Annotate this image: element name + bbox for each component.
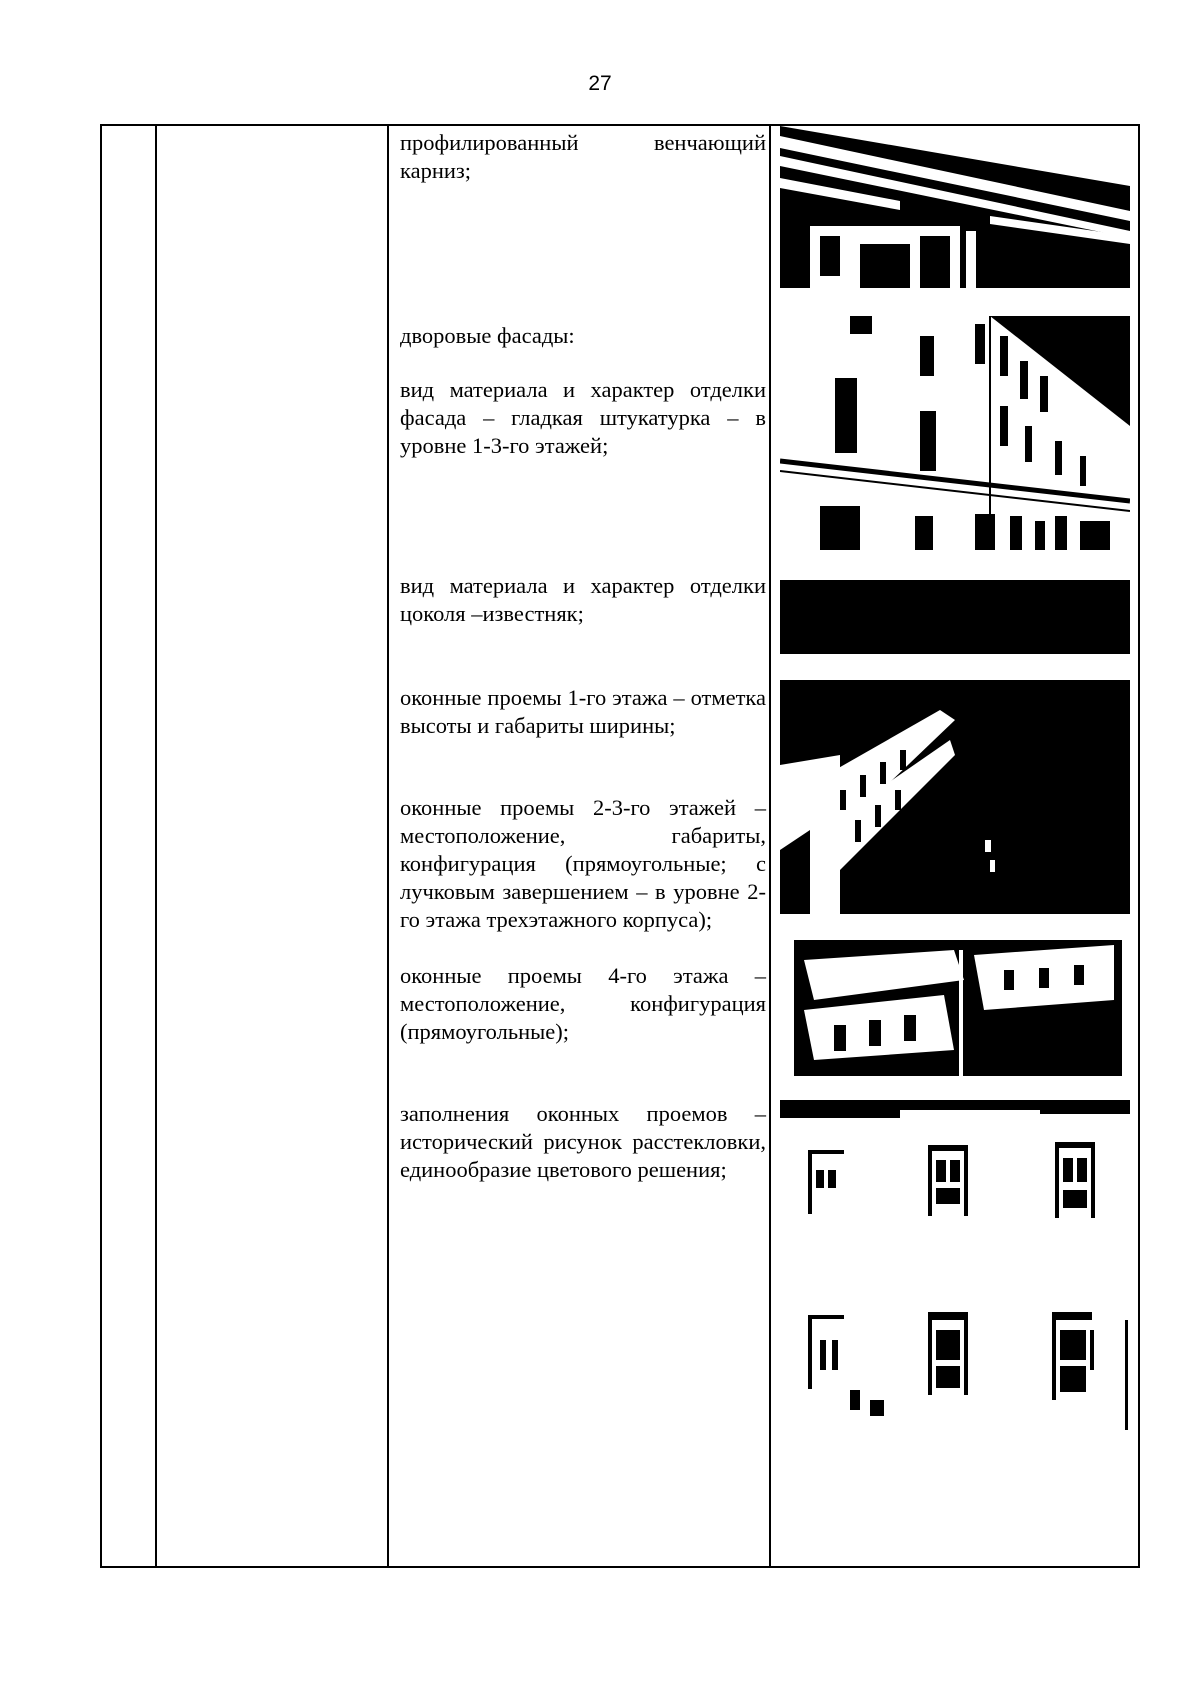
page-number: 27 [588,72,612,95]
plinth-photo [780,580,1130,654]
courtyard-facades-heading: дворовые фасады: [400,323,575,348]
ground-floor-windows-item: оконные проемы 1-го этажа – отметка высоты и габариты ширины; [400,685,766,738]
ground-floor-windows-photo [780,680,1130,914]
upper-floor-windows-item: оконные проемы 2-3-го этажей – местоположение, габариты, конфигурация (прямоугольные; с лучковым завершением – в уровне 2-го этажа трехэтажного корпуса); [400,795,766,932]
cornice-item: профилированный венчающий карниз; [400,130,766,183]
window-fillings-item: заполнения оконных проемов – исторический рисунок расстекловки, единообразие цветового решения; [400,1101,766,1182]
fourth-floor-windows-item: оконные проемы 4-го этажа – местоположение, конфигурация (прямоугольные); [400,963,766,1044]
plinth-finish-item: вид материала и характер отделки цоколя –известняк; [400,573,766,626]
facade-finish-item: вид материала и характер отделки фасада – гладкая штукатурка – в уровне 1-3-го этажей; [400,377,766,458]
courtyard-facade-photo [780,316,1130,550]
window-fillings-photo [780,1100,1130,1436]
fourth-floor-windows-photo [794,940,1122,1076]
cornice-photo [780,126,1130,288]
